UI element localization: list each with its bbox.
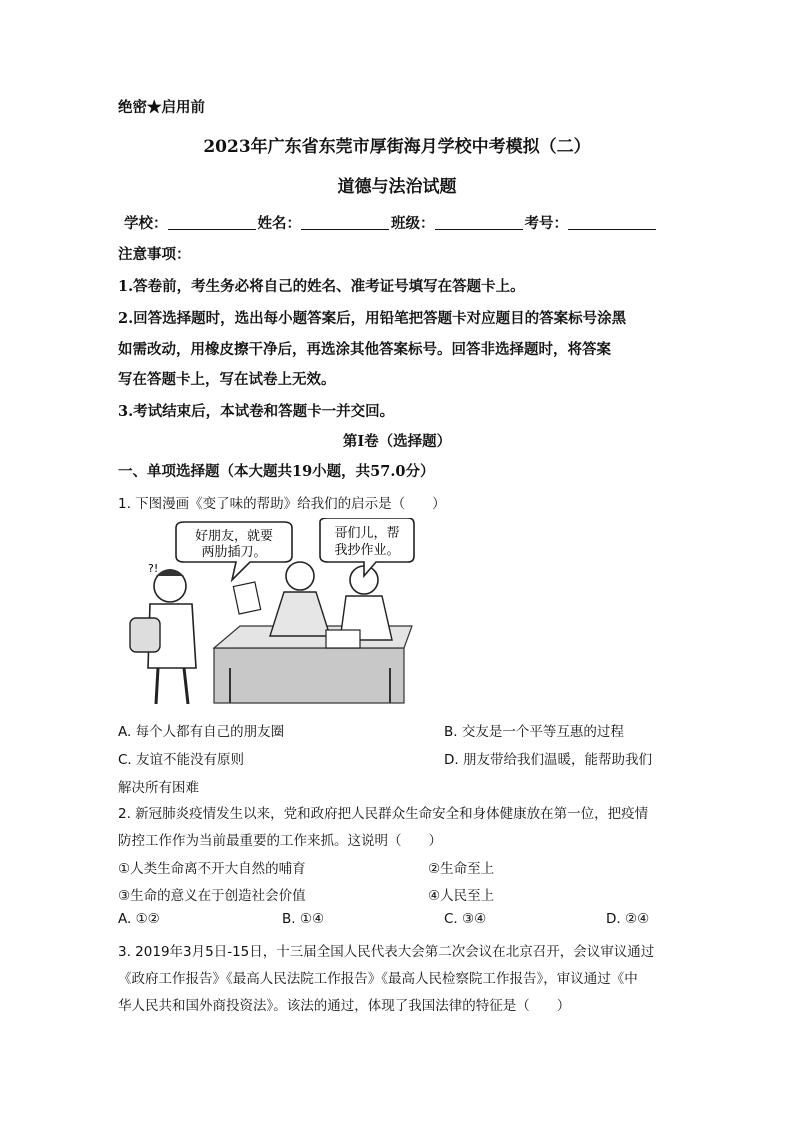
- q2-statement-1: ①人类生命离不开大自然的哺育: [118, 861, 306, 877]
- cartoon-confused-mark: ?!: [148, 562, 159, 575]
- q1-option-a[interactable]: A. 每个人都有自己的朋友圈: [118, 724, 285, 740]
- q3-stem-line3: 华人民共和国外商投资法》。该法的通过，体现了我国法律的特征是（ ）: [118, 998, 571, 1014]
- part-heading: 一、单项选择题（本大题共19小题，共57.0分）: [118, 463, 435, 480]
- cartoon-bubble-left-line2: 两肋插刀。: [201, 545, 267, 560]
- note-item: 2.回答选择题时，选出每小题答案后，用铅笔把答题卡对应题目的答案标号涂黑: [118, 310, 627, 327]
- name-label: 姓名：: [257, 215, 301, 232]
- name-blank[interactable]: [301, 215, 389, 230]
- q1-option-c[interactable]: C. 友谊不能没有原则: [118, 752, 245, 768]
- q2-option-b[interactable]: B. ①④: [282, 911, 325, 927]
- q2-statement-4: ④人民至上: [428, 888, 495, 904]
- exam-subject: 道德与法治试题: [337, 177, 457, 197]
- cartoon-bubble-right-line1: 哥们儿，帮: [334, 526, 400, 541]
- cartoon-bubble-left-line1: 好朋友，就要: [194, 529, 274, 544]
- q2-stem-line1: 2. 新冠肺炎疫情发生以来，党和政府把人民群众生命安全和身体健康放在第一位，把疫情: [118, 806, 649, 822]
- school-blank[interactable]: [168, 215, 256, 230]
- exam-title: 2023年广东省东莞市厚街海月学校中考模拟（二）: [203, 137, 591, 157]
- q2-option-a[interactable]: A. ①②: [118, 911, 160, 927]
- exam-number-blank[interactable]: [568, 215, 656, 230]
- q1-option-d-continued: 解决所有困难: [118, 780, 199, 796]
- exam-number-label: 考号：: [524, 215, 568, 232]
- q2-option-c[interactable]: C. ③④: [444, 911, 487, 927]
- note-item: 如需改动，用橡皮擦干净后，再选涂其他答案标号。回答非选择题时，将答案: [118, 341, 611, 358]
- note-item: 1.答卷前，考生务必将自己的姓名、准考证号填写在答题卡上。: [118, 278, 525, 295]
- q3-stem-line1: 3. 2019年3月5日-15日，十三届全国人民代表大会第二次会议在北京召开，会议审议通过: [118, 944, 655, 960]
- q2-option-d[interactable]: D. ②④: [606, 911, 650, 927]
- volume-heading: 第Ⅰ卷（选择题）: [342, 433, 452, 450]
- q2-stem-line2: 防控工作作为当前最重要的工作来抓。这说明（ ）: [118, 833, 442, 849]
- q2-statement-2: ②生命至上: [428, 861, 495, 877]
- note-item: 写在答题卡上，写在试卷上无效。: [118, 371, 336, 388]
- cartoon-bubble-right-line2: 我抄作业。: [334, 543, 400, 558]
- q2-statement-3: ③生命的意义在于创造社会价值: [118, 888, 306, 904]
- q1-option-d[interactable]: D. 朋友带给我们温暖，能帮助我们: [444, 752, 652, 768]
- q3-stem-line2: 《政府工作报告》《最高人民法院工作报告》《最高人民检察院工作报告》，审议通过《中: [118, 971, 638, 987]
- q1-option-b[interactable]: B. 交友是一个平等互惠的过程: [444, 724, 624, 740]
- student-info-row: [124, 212, 658, 233]
- confidential-label: 绝密★启用前: [118, 99, 205, 116]
- class-blank[interactable]: [435, 215, 523, 230]
- class-label: 班级：: [391, 215, 435, 232]
- cartoon-illustration: [120, 518, 416, 708]
- notes-heading: 注意事项：: [118, 246, 191, 263]
- q1-stem: 1. 下图漫画《变了味的帮助》给我们的启示是（ ）: [118, 496, 446, 512]
- school-label: 学校：: [124, 215, 168, 232]
- note-item: 3.考试结束后，本试卷和答题卡一并交回。: [118, 403, 395, 420]
